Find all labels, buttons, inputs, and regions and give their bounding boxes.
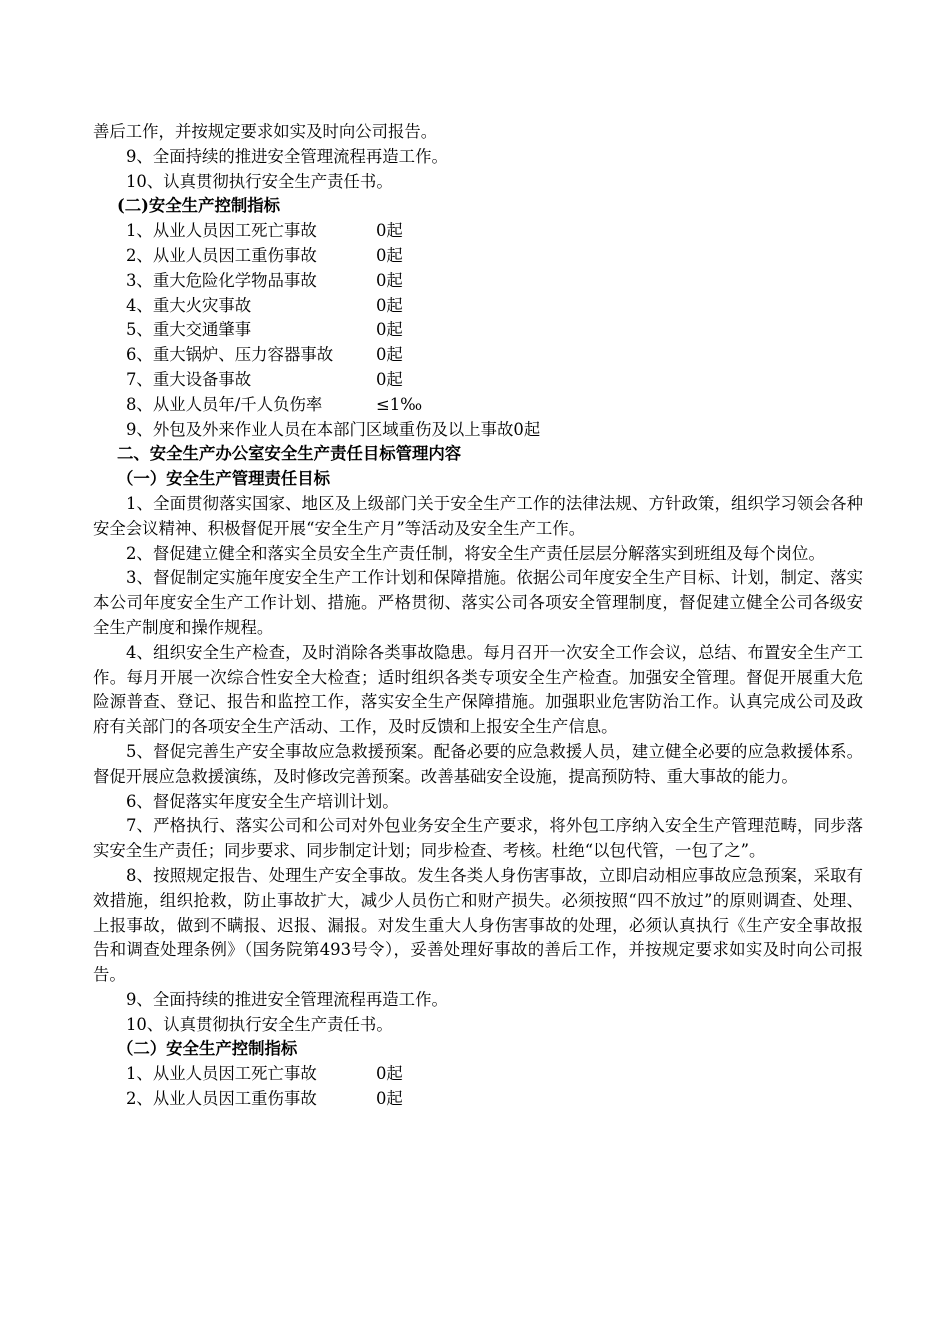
indicator-label: 1、从业人员因工死亡事故 — [126, 1064, 317, 1084]
paragraph: 1、全面贯彻落实国家、地区及上级部门关于安全生产工作的法律法规、方针政策，组织学习领会各种安全会议精神、积极督促开展“安全生产月”等活动及安全生产工作。 — [93, 493, 863, 538]
list-item: 9、外包及外来作业人员在本部门区域重伤及以上事故0起 — [126, 419, 541, 439]
document-page — [93, 120, 863, 1112]
indicator-value: 0起 — [376, 221, 403, 241]
paragraph: 10、认真贯彻执行安全生产责任书。 — [126, 1014, 393, 1034]
continued-text: 善后工作，并按规定要求如实及时向公司报告。 — [93, 122, 438, 141]
indicator-value: 0起 — [376, 345, 403, 365]
indicator-value: 0起 — [376, 369, 403, 389]
subsection-title: （一）安全生产管理责任目标 — [117, 469, 331, 489]
indicator-value: 0起 — [376, 245, 403, 265]
indicator-row — [93, 269, 863, 294]
indicator-label: 2、从业人员因工重伤事故 — [126, 245, 317, 265]
indicator-row — [93, 294, 863, 319]
indicator-row — [93, 244, 863, 269]
paragraph: 2、督促建立健全和落实全员安全生产责任制，将安全生产责任层层分解落实到班组及每个岗位。 — [126, 543, 825, 563]
indicator-label: 4、重大火灾事故 — [126, 295, 252, 315]
list-item: 10、认真贯彻执行安全生产责任书。 — [126, 171, 393, 191]
indicator-label: 7、重大设备事故 — [126, 369, 252, 389]
indicator-row — [93, 343, 863, 368]
paragraph: 5、督促完善生产安全事故应急救援预案。配备必要的应急救援人员，建立健全必要的应急救援体系。督促开展应急救援演练，及时修改完善预案。改善基础安全设施，提高预防特、重大事故的能力。 — [93, 741, 863, 786]
indicator-label: 1、从业人员因工死亡事故 — [126, 221, 317, 241]
paragraph: 4、组织安全生产检查，及时消除各类事故隐患。每月召开一次安全工作会议，总结、布置安全生产工作。每月开展一次综合性安全大检查；适时组织各类专项安全生产检查。加强安全管理。督促开展重大危险源普查、登记、报告和监控工作，落实安全生产保障措施。加强职业危害防治工作。认真完成公司及政府有关部门的各项安全生产活动、工作，及时反馈和上报安全生产信息。 — [93, 642, 863, 737]
paragraph: 8、按照规定报告、处理生产安全事故。发生各类人身伤害事故，立即启动相应事故应急预案，采取有效措施，组织抢救，防止事故扩大，减少人员伤亡和财产损失。必须按照“四不放过”的原则调查、处理、上报事故，做到不瞒报、迟报、漏报。对发生重大人身伤害事故的处理，必须认真执行《生产安全事故报告和调查处理条例》（国务院第493号令），妥善处理好事故的善后工作，并按规定要求如实及时向公司报告。 — [93, 865, 863, 985]
indicator-label: 5、重大交通肇事 — [126, 320, 252, 340]
indicator-value: 0起 — [376, 320, 403, 340]
indicator-value: ≤1‰ — [376, 394, 423, 414]
indicator-row — [93, 1087, 863, 1112]
indicator-row — [93, 318, 863, 343]
subsection-title: （二）安全生产控制指标 — [117, 1039, 298, 1059]
indicator-label: 3、重大危险化学物品事故 — [126, 270, 317, 290]
indicator-row — [93, 219, 863, 244]
paragraph: 6、督促落实年度安全生产培训计划。 — [126, 791, 399, 811]
indicator-value: 0起 — [376, 270, 403, 290]
paragraph: 7、严格执行、落实公司和公司对外包业务安全生产要求，将外包工序纳入安全生产管理范畴，同步落实安全生产责任；同步要求、同步制定计划；同步检查、考核。杜绝“以包代管，一包了之”。 — [93, 816, 863, 861]
indicator-row — [93, 368, 863, 393]
list-item: 9、全面持续的推进安全管理流程再造工作。 — [126, 146, 448, 166]
section-heading: 二、安全生产办公室安全生产责任目标管理内容 — [117, 444, 462, 464]
indicator-label: 8、从业人员年/千人负伤率 — [126, 394, 323, 414]
indicator-value: 0起 — [376, 1089, 403, 1109]
section-title: (二)安全生产控制指标 — [117, 196, 281, 216]
paragraph: 9、全面持续的推进安全管理流程再造工作。 — [126, 989, 448, 1009]
paragraph: 3、督促制定实施年度安全生产工作计划和保障措施。依据公司年度安全生产目标、计划，制定、落实本公司年度安全生产工作计划、措施。严格贯彻、落实公司各项安全管理制度，督促建立健全公司各级安全生产制度和操作规程。 — [93, 568, 863, 637]
indicator-label: 6、重大锅炉、压力容器事故 — [126, 345, 334, 365]
indicator-value: 0起 — [376, 1064, 403, 1084]
indicator-row — [93, 393, 863, 418]
indicator-label: 2、从业人员因工重伤事故 — [126, 1089, 317, 1109]
indicator-row — [93, 1062, 863, 1087]
indicator-value: 0起 — [376, 295, 403, 315]
